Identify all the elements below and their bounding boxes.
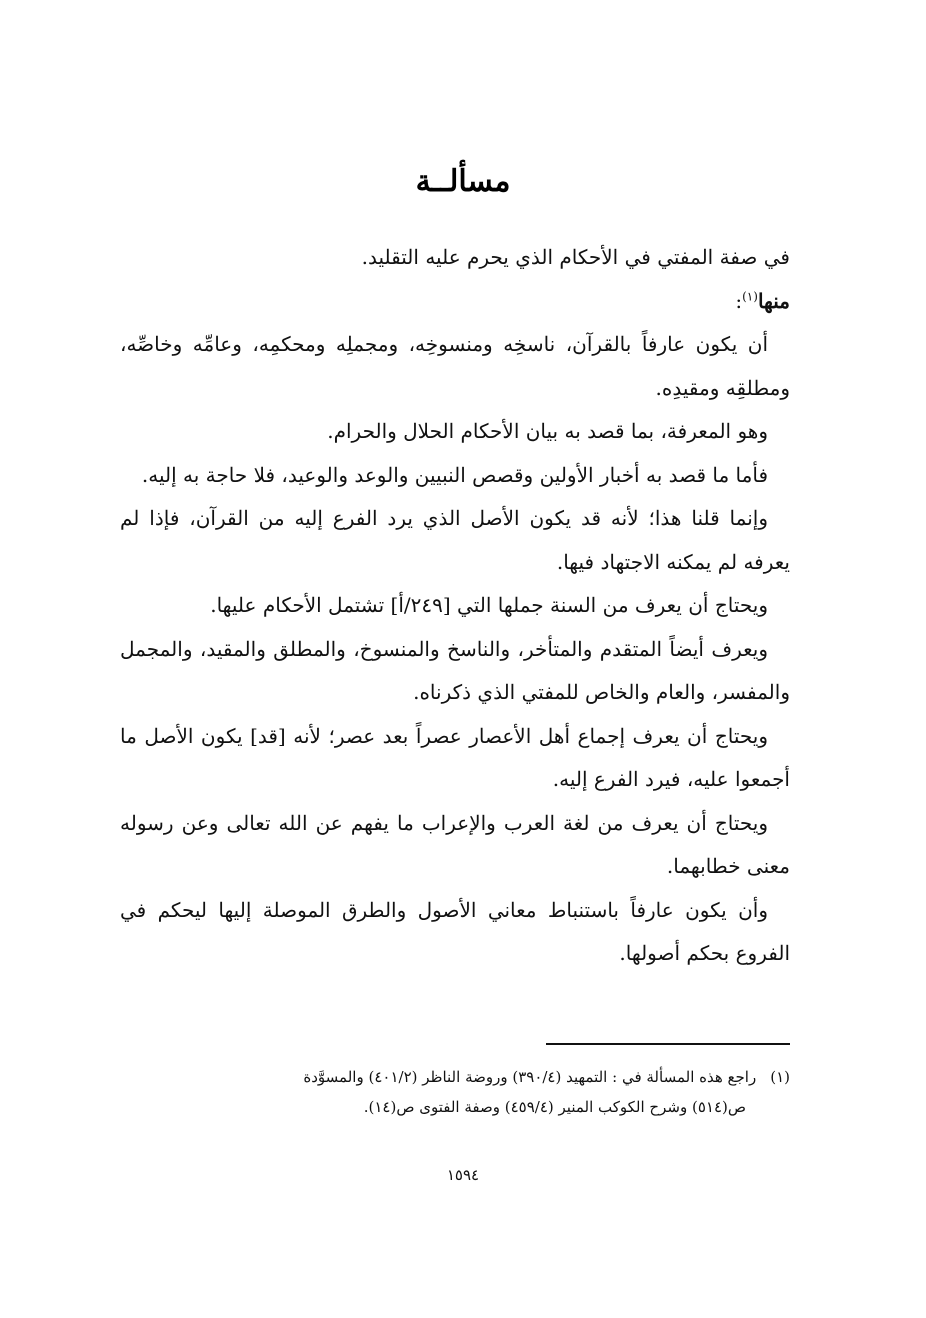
main-text [120,236,790,976]
paragraph: فأما ما قصد به أخبار الأولين وقصص النبيين والوعد والوعيد، فلا حاجة به إليه. [141,462,768,487]
minha-line [120,280,790,324]
footnote-ref: (١) [742,288,758,303]
paragraph: ويحتاج أن يعرف من السنة جملها التي [٢٤٩/أ] تشتمل الأحكام عليها. [210,593,768,617]
footnote [120,1062,790,1122]
minha-word: منها [757,288,790,313]
paragraph: وإنما قلنا هذا؛ لأنه قد يكون الأصل الذي يرد الفرع إليه من القرآن، فإذا لم يعرفه لم يمكنه الاجتهاد فيها. [120,506,790,574]
footnote-line-1 [120,1062,790,1092]
paragraph: ويحتاج أن يعرف من لغة العرب والإعراب ما يفهم عن الله تعالى وعن رسوله معنى خطابهما. [120,810,790,878]
paragraph: ويعرف أيضاً المتقدم والمتأخر، والناسخ والمنسوخ، والمطلق والمقيد، والمجمل والمفسر، والعام والخاص للمفتي الذي ذكرناه. [120,636,790,704]
paragraph: وهو المعرفة، بما قصد به بيان الأحكام الحلال والحرام. [327,419,768,443]
minha-colon: : [735,288,743,313]
page-number: ١٥٩٤ [446,1166,480,1184]
paragraph: ويحتاج أن يعرف إجماع أهل الأعصار عصراً بعد عصر؛ لأنه [قد] يكون الأصل ما أجمعوا عليه، فيرد الفرع إليه. [120,723,790,791]
footnote-line-2: ص(٥١٤) وشرح الكوكب المنير (٤٥٩/٤) وصفة الفتوى ص(١٤). [363,1098,746,1116]
intro-line: في صفة المفتي في الأحكام الذي يحرم عليه التقليد. [361,245,790,269]
footnote-separator [546,1043,790,1045]
footnote-number: (١) [770,1068,790,1086]
paragraph: وأن يكون عارفاً باستنباط معاني الأصول والطرق الموصلة إليها ليحكم في الفروع بحكم أصولها. [120,897,790,965]
page-title: مسألــة [415,164,511,199]
footnote-text-1: راجع هذه المسألة في : التمهيد (٣٩٠/٤) وروضة الناظر (٤٠١/٢) والمسوَّدة [303,1068,757,1086]
paragraph: أن يكون عارفاً بالقرآن، ناسخِه ومنسوخِه، ومجملِه ومحكمِه، وعامِّه وخاصِّه، ومطلقِه ومقيدِه. [120,332,790,400]
